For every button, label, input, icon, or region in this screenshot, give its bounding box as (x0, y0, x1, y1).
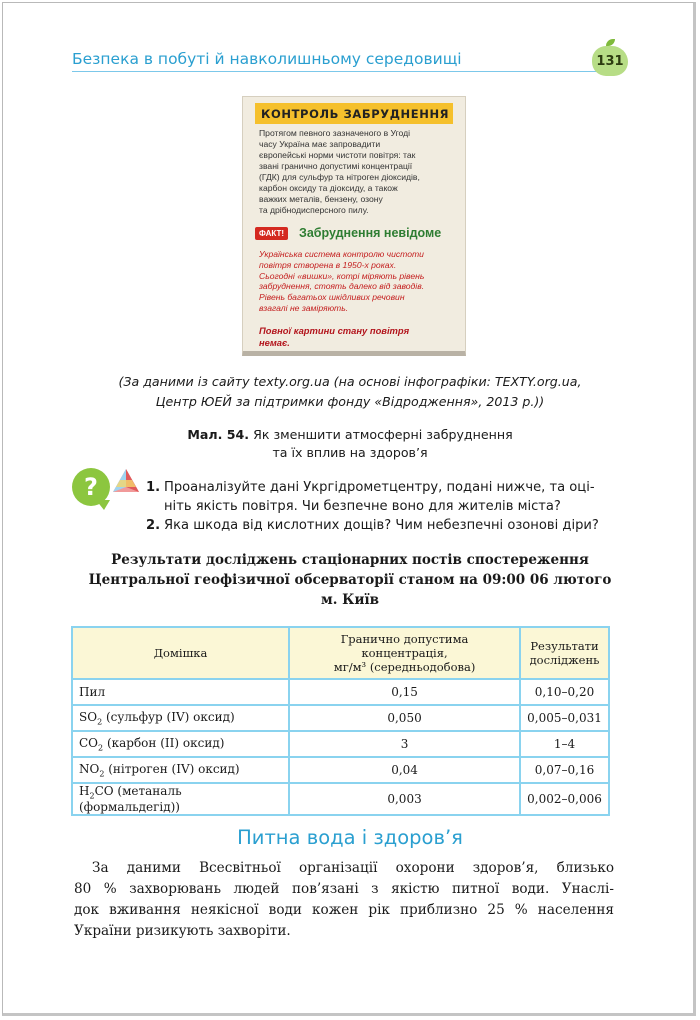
result-cell: 1–4 (520, 731, 609, 757)
question-list (146, 478, 626, 535)
table-title-line: Центральної геофізичної обсерваторії станом на 09:00 06 лютого (88, 572, 612, 588)
substance-cell: $H_2CO$ (метаналь (формальдегід)) (72, 783, 289, 815)
fact-line: Рівень багатьох шкідливих речовин (259, 292, 405, 303)
fact-line: взагалі не заміряють. (259, 302, 349, 313)
table-header-row (72, 627, 609, 679)
table-row (72, 757, 609, 783)
infographic-body-line: карбон оксиду та діоксиду, а також (259, 183, 398, 193)
pyramid-icon (112, 468, 140, 494)
source-line: (За даними із сайту texty.org.ua (на основі інфографіки: TEXTY.org.ua, (118, 374, 582, 389)
infographic-body (259, 128, 455, 216)
fact-conclusion-line: Повної картини стану повітря (259, 325, 410, 336)
limit-cell: 3 (289, 731, 520, 757)
substance-cell: $SO_2$ (сульфур (IV) оксид) (72, 705, 289, 731)
figure-caption-line: та їх вплив на здоров’я (272, 445, 428, 460)
page-number: 131 (596, 53, 624, 69)
column-header-limit: Гранично допустима концентрація, мг/м³ (середньодобова) (289, 627, 520, 679)
infographic-body-line: часу Україна має запровадити (259, 139, 381, 149)
infographic-body-line: та дрібнодисперсного пилу. (259, 205, 369, 215)
limit-cell: 0,050 (289, 705, 520, 731)
question-text: Яка шкода від кислотних дощів? Чим небезпечні озонові діри? (164, 518, 599, 533)
fact-conclusion (259, 325, 459, 349)
result-cell: 0,005–0,031 (520, 705, 609, 731)
section-heading: Питна вода і здоров’я (237, 826, 463, 849)
running-title: Безпека в побуті й навколишньому середовищі (72, 50, 462, 68)
question-text: ніть якість повітря. Чи безпечне воно для жителів міста? (164, 499, 561, 514)
fact-line: Сьогодні «вишки», котрі міряють рівень (259, 270, 425, 281)
pollution-results-table (71, 626, 610, 816)
question-text: Проаналізуйте дані Укргідрометцентру, подані нижче, та оці- (164, 480, 595, 495)
substance-cell: $CO_2$ (карбон (II) оксид) (72, 731, 289, 757)
fact-line: Українська система контролю чистоти (259, 249, 424, 259)
table-row (72, 705, 609, 731)
infographic-title: КОНТРОЛЬ ЗАБРУДНЕННЯ (255, 103, 453, 124)
section-paragraph (74, 858, 614, 942)
infographic-body-line: (ГДК) для сульфур та нітроген діоксидів, (259, 172, 420, 182)
fact-title: Забруднення невідоме (299, 226, 442, 240)
result-cell: 0,10–0,20 (520, 679, 609, 705)
column-header-results: Результати досліджень (520, 627, 609, 679)
question-item (146, 478, 626, 497)
question-number: 2. (146, 518, 161, 533)
source-line: Центр ЮЕЙ за підтримки фонду «Відродження», 2013 р.)) (155, 394, 545, 409)
limit-cell: 0,15 (289, 679, 520, 705)
source-citation (70, 372, 630, 412)
table-row (72, 783, 609, 815)
result-cell: 0,002–0,006 (520, 783, 609, 815)
infographic-body-line: важких металів, бензену, озону (259, 194, 383, 204)
header-rule (72, 71, 600, 72)
infographic-body-line: Протягом певного зазначеного в Угоді (259, 128, 411, 138)
table-row (72, 731, 609, 757)
fact-body (259, 249, 459, 314)
substance-cell: Пил (72, 679, 289, 705)
substance-cell: $NO_2$ (нітроген (IV) оксид) (72, 757, 289, 783)
infographic-body-line: європейські норми чистоти повітря: так (259, 150, 416, 160)
infographic-body-line: звані гранично допустимі концентрації (259, 161, 413, 171)
question-mark: ? (84, 473, 98, 501)
figure-label: Мал. 54. (187, 427, 250, 442)
column-header-substance: Домішка (72, 627, 289, 679)
question-bubble-tail (96, 500, 110, 510)
fact-row (255, 227, 460, 243)
paragraph-line: України ризикують захворіти. (74, 923, 291, 939)
paragraph-line: За даними Всесвітньої організації охорони здоров’я, близько (92, 860, 614, 876)
page-number-badge (592, 46, 628, 76)
fact-line: забруднення, стоять далеко від заводів. (259, 281, 425, 292)
table-title (70, 550, 630, 610)
fact-conclusion-line: немає. (259, 337, 290, 348)
figure-caption (130, 426, 570, 462)
table-title-line: м. Київ (321, 592, 379, 608)
table-title-line: Результати досліджень стаціонарних постів спостереження (111, 552, 589, 568)
paragraph-line: 80 % захворювань людей пов’язані з якістю питної води. Унаслі- (74, 881, 614, 897)
table-row (72, 679, 609, 705)
limit-cell: 0,003 (289, 783, 520, 815)
question-number: 1. (146, 480, 161, 495)
figure-caption-line: Як зменшити атмосферні забруднення (249, 427, 513, 442)
result-cell: 0,07–0,16 (520, 757, 609, 783)
fact-line: повітря створена в 1950-х роках. (259, 259, 397, 270)
limit-cell: 0,04 (289, 757, 520, 783)
paragraph-line: док вживання неякісної води кожен рік приблизно 25 % населення (74, 902, 614, 918)
question-item (146, 516, 626, 535)
pollution-control-infographic (242, 96, 466, 356)
fact-badge: ФАКТ! (255, 227, 288, 240)
